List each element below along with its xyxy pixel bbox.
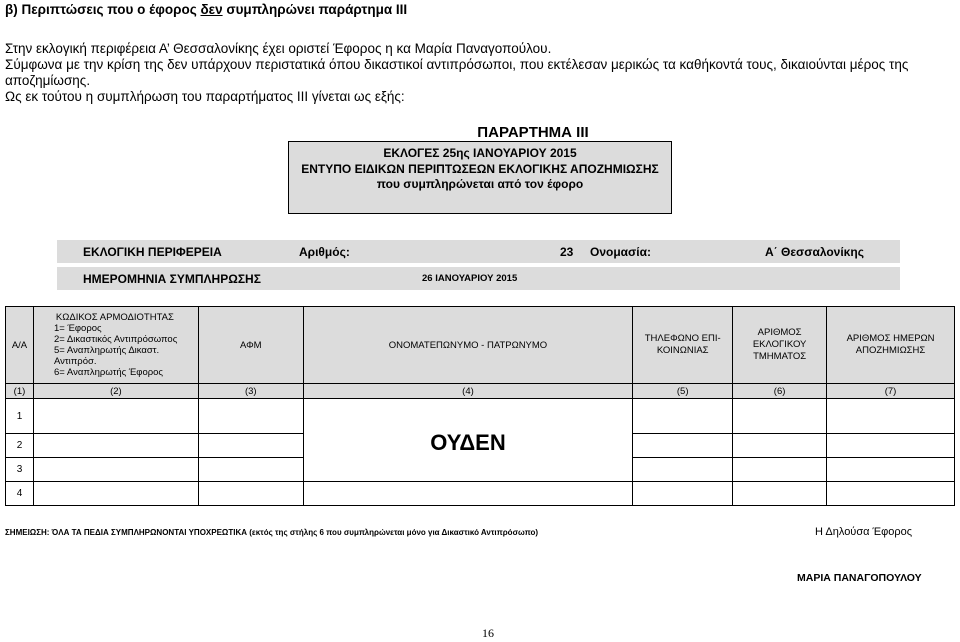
special-cases-table — [5, 306, 955, 506]
table-cell — [198, 482, 303, 506]
heading-suffix: συμπληρώνει παράρτημα ΙΙΙ — [222, 2, 408, 17]
header-name: ΟΝΟΜΑΤΕΠΩΝΥΜΟ - ΠΑΤΡΩΝΥΜΟ — [303, 307, 633, 384]
heading-underlined-word: δεν — [200, 2, 223, 17]
header-days — [827, 307, 955, 384]
table-cell — [33, 482, 198, 506]
header-code-1: 1= Έφορος — [53, 323, 102, 334]
mandatory-fields-note: ΣΗΜΕΙΩΣΗ: ΌΛΑ ΤΑ ΠΕΔΙΑ ΣΥΜΠΛΗΡΩΝΟΝΤΑΙ ΥΠΟΧΡΕΩΤΙΚΑ (εκτός της στήλης 6 που συμπληρώνεται μόνο για Δικαστικό Αντιπρόσωπο) — [5, 528, 539, 537]
column-number: (4) — [303, 384, 633, 399]
column-number-row — [6, 384, 955, 399]
table-cell — [733, 434, 827, 458]
district-name-label: Ονομασία: — [590, 244, 651, 259]
none-text: ΟΥΔΕΝ — [430, 430, 506, 455]
annex-box-line-2: ΕΝΤΥΠΟ ΕΙΔΙΚΩΝ ΠΕΡΙΠΤΩΣΕΩΝ ΕΚΛΟΓΙΚΗΣ ΑΠΟΖΗΜΙΩΣΗΣ — [301, 161, 659, 176]
header-code — [33, 307, 198, 384]
column-number: (5) — [633, 384, 733, 399]
column-number: (1) — [6, 384, 34, 399]
table-cell — [33, 434, 198, 458]
table-cell — [303, 482, 633, 506]
date-label: ΗΜΕΡΟΜΗΝΙΑ ΣΥΜΠΛΗΡΩΣΗΣ — [83, 271, 261, 286]
page-number: 16 — [482, 626, 494, 640]
district-label: ΕΚΛΟΓΙΚΗ ΠΕΡΙΦΕΡΕΙΑ — [83, 244, 222, 259]
table-cell — [827, 482, 955, 506]
table-cell — [827, 458, 955, 482]
column-number: (6) — [733, 384, 827, 399]
date-bar — [57, 267, 900, 290]
header-days-line-2: ΑΠΟΖΗΜΙΩΣΗΣ — [855, 345, 926, 356]
header-code-6: 6= Αναπληρωτής Έφορος — [53, 367, 164, 378]
none-cell — [303, 399, 633, 482]
intro-line-4: Ως εκ τούτου η συμπλήρωση του παραρτήματος ΙΙΙ γίνεται ως εξής: — [5, 89, 405, 104]
heading-prefix: β) Περιπτώσεις που ο έφορος — [5, 2, 201, 17]
table-header-row — [6, 307, 955, 384]
intro-line-3: αποζημίωσης. — [5, 73, 91, 88]
row-index: 1 — [6, 399, 34, 434]
header-section — [733, 307, 827, 384]
table-cell — [198, 458, 303, 482]
header-code-title: ΚΩΔΙΚΟΣ ΑΡΜΟΔΙΟΤΗΤΑΣ — [55, 312, 174, 323]
intro-line-2: Σύμφωνα με την κρίση της δεν υπάρχουν περιστατικά όπου δικαστικοί αντιπρόσωποι, που εκτέλεσαν μερικώς τα καθήκοντά τους, δικαιούνται μέρος της — [5, 57, 909, 72]
table-cell — [33, 399, 198, 434]
table-cell — [633, 482, 733, 506]
table-cell — [633, 434, 733, 458]
intro-line-1: Στην εκλογική περιφέρεια Α’ Θεσσαλονίκης έχει οριστεί Έφορος η κα Μαρία Παναγοπούλου. — [5, 41, 552, 56]
header-code-2: 2= Δικαστικός Αντιπρόσωπος — [53, 334, 178, 345]
table-cell — [733, 482, 827, 506]
table-cell — [733, 458, 827, 482]
annex-box-line-1: ΕΚΛΟΓΕΣ 25ης ΙΑΝΟΥΑΡΙΟΥ 2015 — [383, 146, 577, 160]
table-row — [6, 399, 955, 434]
column-number: (3) — [198, 384, 303, 399]
row-index: 3 — [6, 458, 34, 482]
table-row — [6, 482, 955, 506]
signature-name: ΜΑΡΙΑ ΠΑΝΑΓΟΠΟΥΛΟΥ — [797, 572, 922, 584]
annex-box-line-3: που συμπληρώνεται από τον έφορο — [376, 177, 584, 191]
annex-title-box — [288, 141, 672, 214]
header-section-line-3: ΤΜΗΜΑΤΟΣ — [753, 351, 807, 362]
table-cell — [198, 434, 303, 458]
header-phone-line-1: ΤΗΛΕΦΩΝΟ ΕΠΙ- — [644, 333, 721, 344]
table-cell — [633, 458, 733, 482]
header-days-line-1: ΑΡΙΘΜΟΣ ΗΜΕΡΩΝ — [846, 333, 935, 344]
column-number: (2) — [33, 384, 198, 399]
header-section-line-2: ΕΚΛΟΓΙΚΟΥ — [752, 339, 807, 350]
header-aa: Α/Α — [6, 307, 34, 384]
table-cell — [633, 399, 733, 434]
district-bar — [57, 240, 900, 263]
section-heading — [5, 2, 407, 17]
table-cell — [733, 399, 827, 434]
table-cell — [198, 399, 303, 434]
header-section-line-1: ΑΡΙΘΜΟΣ — [757, 327, 802, 338]
column-number: (7) — [827, 384, 955, 399]
table-cell — [33, 458, 198, 482]
annex-title: ΠΑΡΑΡΤΗΜΑ ΙΙΙ — [477, 124, 589, 141]
header-phone-line-2: ΚΟΙΝΩΝΙΑΣ — [656, 345, 709, 356]
table-cell — [827, 434, 955, 458]
date-value: 26 ΙΑΝΟΥΑΡΙΟΥ 2015 — [422, 273, 518, 284]
district-number-value: 23 — [560, 244, 574, 259]
district-name-value: Α΄ Θεσσαλονίκης — [765, 244, 864, 259]
signature-label: Η Δηλούσα Έφορος — [815, 526, 913, 538]
row-index: 4 — [6, 482, 34, 506]
district-number-label: Αριθμός: — [299, 244, 350, 259]
table-cell — [827, 399, 955, 434]
header-afm: ΑΦΜ — [198, 307, 303, 384]
header-code-5: 5= Αναπληρωτής Δικαστ. Αντιπρόσ. — [53, 345, 160, 367]
header-phone — [633, 307, 733, 384]
row-index: 2 — [6, 434, 34, 458]
